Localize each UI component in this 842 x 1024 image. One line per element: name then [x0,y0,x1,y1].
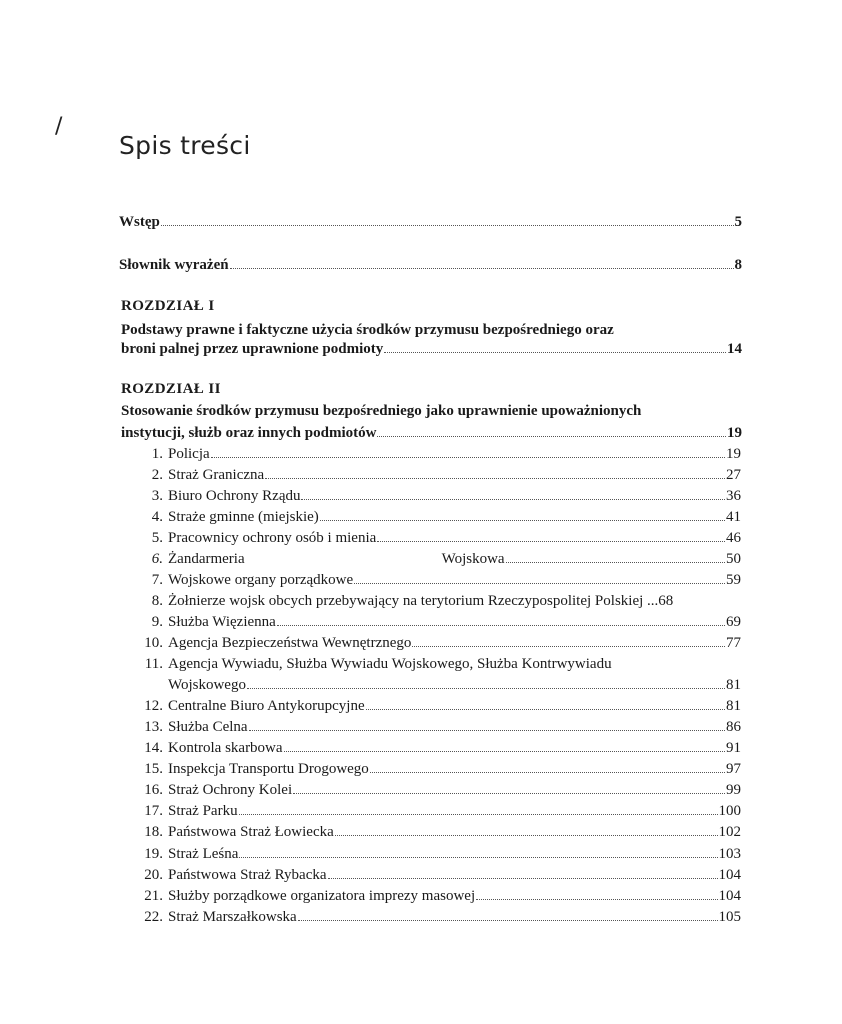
toc-item-text: Straż Ochrony Kolei [168,782,293,798]
toc-item-number: 22. [144,909,163,925]
toc-item-number: 15. [144,761,163,777]
leader-dots [335,835,718,836]
toc-item-text: Inspekcja Transportu Drogowego [168,761,369,777]
toc-item-number: 8. [151,593,163,609]
leader-dots [354,583,725,584]
toc-item-page: 103 [718,846,741,862]
toc-item-page: 105 [718,909,741,925]
toc-item-text: Służby porządkowe organizatora imprezy masowej [168,888,476,904]
toc-item-page: 91 [726,740,741,756]
toc-item-text: Państwowa Straż Łowiecka [168,824,334,840]
toc-item-page: 86 [726,719,741,735]
toc-item-number: 17. [144,803,163,819]
leader-dots [239,857,717,858]
toc-item-22[interactable] [135,908,741,926]
toc-entry-slownik[interactable] [119,256,742,274]
toc-item-text: Policja [168,446,210,462]
toc-item-number: 20. [144,867,163,883]
toc-item-9[interactable] [135,613,741,631]
toc-item-text: Agencja Wywiadu, Służba Wywiadu Wojskowego, Służba Kontrwywiadu [168,656,612,672]
leader-dots [377,541,725,542]
chapter-1-title-line2[interactable] [121,340,742,358]
toc-item-page: 102 [718,824,741,840]
chapter-1-title-line1[interactable]: Podstawy prawne i faktyczne użycia środków przymusu bezpośredniego oraz [121,322,614,338]
toc-item-18[interactable] [135,823,741,841]
toc-item-11-line1[interactable] [135,655,612,673]
toc-item-8[interactable] [135,592,741,610]
leader-dots [301,499,725,500]
toc-item-number: 1. [151,446,163,462]
leader-dots [377,436,726,437]
leader-dots [476,899,717,900]
toc-entry-text: broni palnej przez uprawnione podmioty [121,341,384,357]
toc-item-1[interactable] [135,445,741,463]
leader-dots [320,520,725,521]
toc-item-number: 16. [144,782,163,798]
toc-item-text: Centralne Biuro Antykorupcyjne [168,698,365,714]
toc-item-text-continued: Wojskowego [168,677,246,693]
toc-item-4[interactable] [135,508,741,526]
leader-dots [211,457,725,458]
toc-item-3[interactable] [135,487,741,505]
toc-item-number: 5. [151,530,163,546]
toc-item-page: 69 [726,614,741,630]
toc-item-page: 46 [726,530,741,546]
leader-dots [265,478,725,479]
chapter-1-label: ROZDZIAŁ I [121,298,215,314]
leader-dots [293,793,725,794]
toc-item-12[interactable] [135,697,741,715]
leader-dots [230,268,734,269]
toc-item-text: Agencja Bezpieczeństwa Wewnętrznego [168,635,412,651]
toc-entry-wstep[interactable] [119,213,742,231]
toc-item-page: 59 [726,572,741,588]
toc-item-number: 13. [144,719,163,735]
toc-item-number: 3. [151,488,163,504]
toc-item-page: 99 [726,782,741,798]
toc-item-number: 14. [144,740,163,756]
toc-item-page: 27 [726,467,741,483]
toc-item-15[interactable] [135,760,741,778]
leader-dots [161,225,734,226]
leader-dots [249,730,725,731]
toc-item-number: 7. [151,572,163,588]
chapter-2-title-line2[interactable] [121,424,742,442]
toc-item-text: Wojskowe organy porządkowe [168,572,354,588]
toc-item-page: 41 [726,509,741,525]
toc-item-text: Pracownicy ochrony osób i mienia [168,530,377,546]
leader-dots [247,688,725,689]
slash-mark: / [55,114,63,139]
toc-item-page: 36 [726,488,741,504]
toc-item-text: Straż Graniczna [168,467,265,483]
toc-item-number: 4. [151,509,163,525]
toc-item-text: Straże gminne (miejskie) [168,509,319,525]
toc-item-number: 2. [151,467,163,483]
toc-item-page: 77 [726,635,741,651]
toc-item-21[interactable] [135,887,741,905]
toc-item-number: 19. [144,846,163,862]
toc-item-text: Żandarmeria [168,551,245,567]
toc-item-16[interactable] [135,781,741,799]
toc-item-text: Straż Leśna [168,846,239,862]
toc-item-text: Państwowa Straż Rybacka [168,867,327,883]
toc-item-number: 6. [151,551,163,567]
leader-dots [298,920,718,921]
toc-item-11-line2[interactable] [168,676,741,694]
chapter-2-label: ROZDZIAŁ II [121,381,221,397]
toc-item-page: 50 [726,551,741,567]
toc-item-text: Żołnierze wojsk obcych przebywający na terytorium Rzeczypospolitej Polskiej ... [168,593,659,609]
toc-item-text: Służba Więzienna [168,614,276,630]
toc-item-number: 12. [144,698,163,714]
toc-item-number: 11. [144,656,163,672]
toc-entry-text: instytucji, służb oraz innych podmiotów [121,425,377,441]
toc-item-page: 104 [718,867,741,883]
toc-item-number: 10. [144,635,163,651]
toc-item-text: Biuro Ochrony Rządu [168,488,301,504]
toc-item-text: Służba Celna [168,719,248,735]
toc-entry-page: 19 [727,425,742,441]
toc-item-number: 9. [151,614,163,630]
toc-entry-text: Słownik wyrażeń [119,257,229,273]
leader-dots [366,709,725,710]
toc-item-6[interactable] [135,550,741,568]
toc-item-page: 19 [726,446,741,462]
toc-item-number: 18. [144,824,163,840]
toc-item-text: Straż Parku [168,803,238,819]
toc-item-text: Kontrola skarbowa [168,740,283,756]
leader-dots [384,352,726,353]
toc-entry-page: 5 [734,214,742,230]
toc-item-number: 21. [144,888,163,904]
toc-item-13[interactable] [135,718,741,736]
leader-dots [239,814,718,815]
toc-item-14[interactable] [135,739,741,757]
toc-item-text: Straż Marszałkowska [168,909,297,925]
toc-item-page: 104 [718,888,741,904]
leader-dots [412,646,725,647]
page-title: Spis treści [119,131,251,160]
toc-item-17[interactable] [135,802,741,820]
chapter-2-title-line1[interactable]: Stosowanie środków przymusu bezpośredniego jako uprawnienie upoważnionych [121,403,642,419]
toc-item-page: 97 [726,761,741,777]
leader-dots [370,772,725,773]
toc-item-19[interactable] [135,845,741,863]
toc-item-7[interactable] [135,571,741,589]
toc-item-text-continued: Wojskowa [441,551,505,567]
toc-item-20[interactable] [135,866,741,884]
toc-item-page: 81 [726,698,741,714]
toc-entry-page: 8 [734,257,742,273]
leader-dots [328,878,718,879]
toc-item-5[interactable] [135,529,741,547]
toc-item-page: 100 [718,803,741,819]
toc-item-2[interactable] [135,466,741,484]
toc-entry-page: 14 [727,341,742,357]
toc-item-page: 68 [658,593,674,609]
leader-dots [284,751,725,752]
toc-item-10[interactable] [135,634,741,652]
leader-dots [506,562,725,563]
toc-item-page: 81 [726,677,741,693]
leader-dots [277,625,725,626]
toc-entry-text: Wstęp [119,214,160,230]
